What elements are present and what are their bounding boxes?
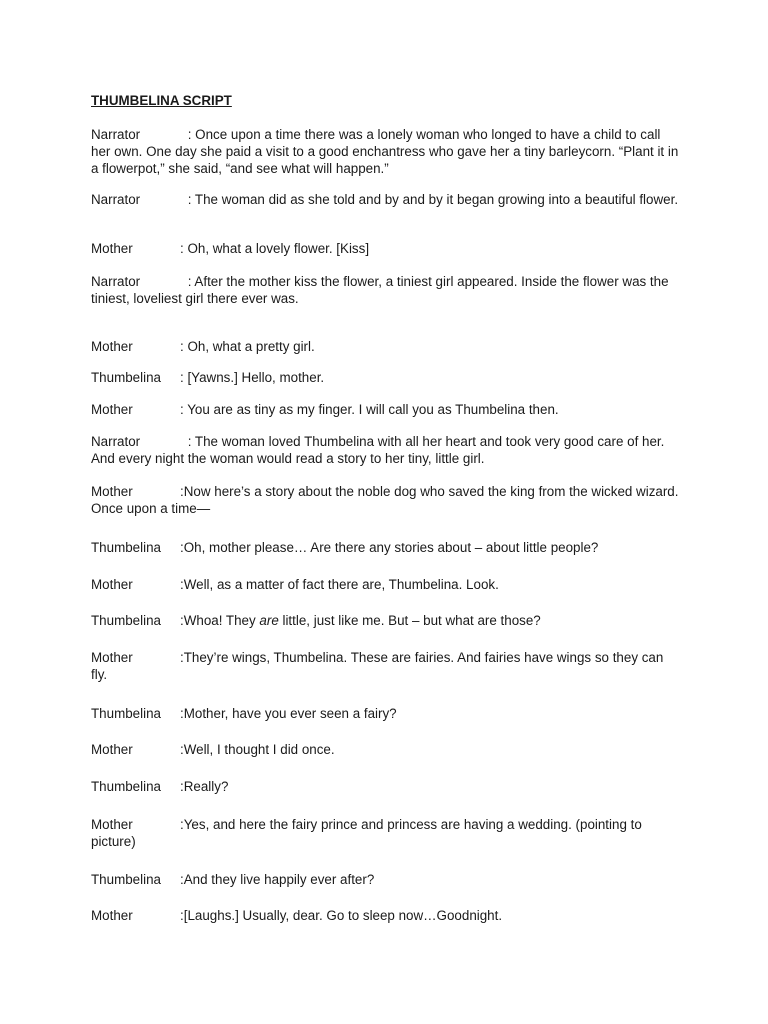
- line-text-before: Whoa! They: [183, 613, 260, 628]
- speaker-name: Thumbelina: [91, 872, 161, 887]
- script-line: [91, 612, 681, 629]
- line-text: They’re wings, Thumbelina. These are fairies. And fairies have wings so they can fly.: [91, 650, 664, 682]
- line-text: You are as tiny as my finger. I will call you as Thumbelina then.: [187, 402, 559, 417]
- line-text: [Yawns.] Hello, mother.: [187, 370, 325, 385]
- speaker-name: Narrator: [91, 192, 141, 207]
- line-text: Well, as a matter of fact there are, Thumbelina. Look.: [183, 577, 499, 592]
- speaker-name: Mother: [91, 241, 133, 256]
- line-separator: :: [180, 241, 188, 256]
- script-line: [91, 191, 681, 208]
- line-separator: :: [184, 127, 196, 142]
- script-line: [91, 338, 681, 355]
- line-text-emphasis: are: [259, 613, 279, 628]
- script-line: [91, 273, 681, 307]
- line-text: The woman loved Thumbelina with all her heart and took very good care of her. And every night the woman would read a story to her tiny, little girl.: [91, 434, 665, 466]
- script-line: [91, 871, 681, 888]
- line-separator: :: [180, 779, 184, 794]
- script-line: [91, 649, 681, 683]
- speaker-name: Thumbelina: [91, 613, 161, 628]
- line-separator: :: [184, 192, 195, 207]
- speaker-name: Narrator: [91, 274, 141, 289]
- line-text: Oh, what a pretty girl.: [187, 339, 315, 354]
- script-line: [91, 705, 681, 722]
- script-line: [91, 741, 681, 758]
- script-page: [91, 92, 681, 923]
- speaker-name: Mother: [91, 742, 133, 757]
- line-text: [Laughs.] Usually, dear. Go to sleep now…Goodnight.: [183, 908, 503, 923]
- line-separator: :: [184, 434, 195, 449]
- line-separator: :: [180, 484, 184, 499]
- line-separator: :: [180, 339, 188, 354]
- speaker-name: Narrator: [91, 434, 141, 449]
- line-text: Yes, and here the fairy prince and princess are having a wedding. (pointing to picture): [91, 817, 642, 849]
- script-line: [91, 816, 681, 850]
- speaker-name: Mother: [91, 484, 133, 499]
- speaker-name: Mother: [91, 650, 133, 665]
- line-text: Mother, have you ever seen a fairy?: [183, 706, 397, 721]
- speaker-name: Mother: [91, 817, 133, 832]
- script-line: [91, 907, 681, 924]
- line-separator: :: [180, 650, 184, 665]
- line-separator: :: [180, 872, 184, 887]
- script-line: [91, 240, 681, 257]
- line-text: And they live happily ever after?: [183, 872, 375, 887]
- line-separator: :: [180, 817, 184, 832]
- script-line: [91, 539, 681, 556]
- line-text: Now here’s a story about the noble dog who saved the king from the wicked wizard. Once upon a time—: [91, 484, 679, 516]
- line-text: Really?: [183, 779, 229, 794]
- speaker-name: Mother: [91, 402, 133, 417]
- line-separator: :: [180, 706, 184, 721]
- speaker-name: Narrator: [91, 127, 141, 142]
- script-line: [91, 576, 681, 593]
- script-line: [91, 483, 681, 517]
- line-separator: :: [180, 613, 184, 628]
- speaker-name: Thumbelina: [91, 370, 161, 385]
- script-line: [91, 778, 681, 795]
- speaker-name: Mother: [91, 577, 133, 592]
- line-text-after: little, just like me. But – but what are those?: [278, 613, 541, 628]
- line-separator: :: [180, 540, 184, 555]
- line-text: After the mother kiss the flower, a tiniest girl appeared. Inside the flower was the tiniest, loveliest girl there ever was.: [91, 274, 669, 306]
- line-separator: :: [180, 742, 184, 757]
- line-separator: :: [180, 908, 184, 923]
- speaker-name: Mother: [91, 339, 133, 354]
- script-line: [91, 126, 681, 177]
- speaker-name: Mother: [91, 908, 133, 923]
- line-separator: :: [180, 577, 184, 592]
- script-line: [91, 433, 681, 467]
- line-text: Once upon a time there was a lonely woman who longed to have a child to call her own. One day she paid a visit to a good enchantress who gave her a tiny barleycorn. “Plant it in a flowerpot,” she said, “and see what will happen.”: [91, 127, 679, 176]
- line-text: The woman did as she told and by and by it began growing into a beautiful flower.: [194, 192, 679, 207]
- speaker-name: Thumbelina: [91, 779, 161, 794]
- line-text: Oh, what a lovely flower. [Kiss]: [187, 241, 370, 256]
- line-text: Well, I thought I did once.: [183, 742, 335, 757]
- document-title: THUMBELINA SCRIPT: [91, 93, 232, 108]
- line-text: Oh, mother please… Are there any stories about – about little people?: [183, 540, 599, 555]
- line-separator: :: [184, 274, 195, 289]
- script-line: [91, 369, 681, 386]
- script-line: [91, 401, 681, 418]
- line-separator: :: [180, 402, 188, 417]
- speaker-name: Thumbelina: [91, 540, 161, 555]
- speaker-name: Thumbelina: [91, 706, 161, 721]
- line-separator: :: [180, 370, 188, 385]
